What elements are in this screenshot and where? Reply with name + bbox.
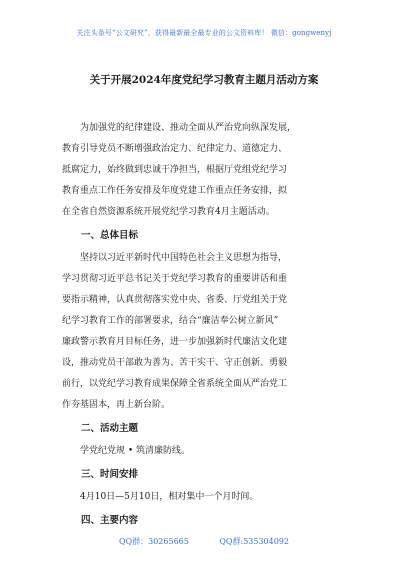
goals-line: 纪学习教育工作的部署要求，结合“廉洁奉公树立新风” — [62, 316, 279, 326]
intro-line: 抵腐定力，始终做到忠诚干净担当，根据厅党组党纪学习 — [62, 165, 288, 175]
intro-paragraph — [62, 118, 358, 223]
header-promo-note: 关注头条号“公文研究”，获得最新最全最专业的公文资料库！ 微信：gongwenyj — [76, 29, 332, 37]
intro-line: 教育重点工作任务安排及年度党建工作重点任务安排，拟 — [62, 186, 288, 196]
goals-line: 作夯基固本，再上新台阶。 — [62, 400, 171, 410]
section-heading-schedule: 三、时间安排 — [81, 469, 139, 480]
schedule-line: 4月10日—5月10日，相对集中一个月时间。 — [80, 492, 259, 502]
section-heading-theme: 二、活动主题 — [81, 423, 139, 434]
intro-line: 教育引导党员不断增强政治定力、纪律定力、道德定力、 — [62, 144, 288, 154]
goals-line: 学习贯彻习近平总书记关于党纪学习教育的重要讲话和重 — [62, 274, 288, 284]
goals-line: 前行，以党纪学习教育成果保障全省系统全面从严治党工 — [62, 379, 288, 389]
document-title: 关于开展2024年度党纪学习教育主题月活动方案 — [89, 74, 319, 86]
goals-line: 设，推动党员干部敢为善为、苦干实干、守正创新、勇毅 — [62, 358, 288, 368]
document-body — [62, 118, 358, 533]
intro-line: 为加强党的纪律建设、推动全面从严治党向纵深发展， — [80, 123, 297, 133]
goals-line: 坚持以习近平新时代中国特色社会主义思想为指导， — [80, 253, 288, 263]
intro-line: 在全省自然资源系统开展党纪学习教育4月主题活动。 — [62, 207, 275, 217]
section-heading-content: 四、主要内容 — [81, 515, 139, 526]
goals-line: 廉政警示教育月目标任务，进一步加强新时代廉洁文化建 — [62, 337, 288, 347]
theme-line: 学党纪党规 • 筑清廉防线。 — [80, 446, 191, 456]
section-heading-goals: 一、总体目标 — [81, 230, 139, 241]
goals-line: 要指示精神，认真贯彻落实党中央、省委、厅党组关于党 — [62, 295, 288, 305]
goals-paragraph — [62, 248, 358, 416]
footer-qq-groups: QQ群：30265665 QQ群:535304092 — [119, 537, 289, 546]
